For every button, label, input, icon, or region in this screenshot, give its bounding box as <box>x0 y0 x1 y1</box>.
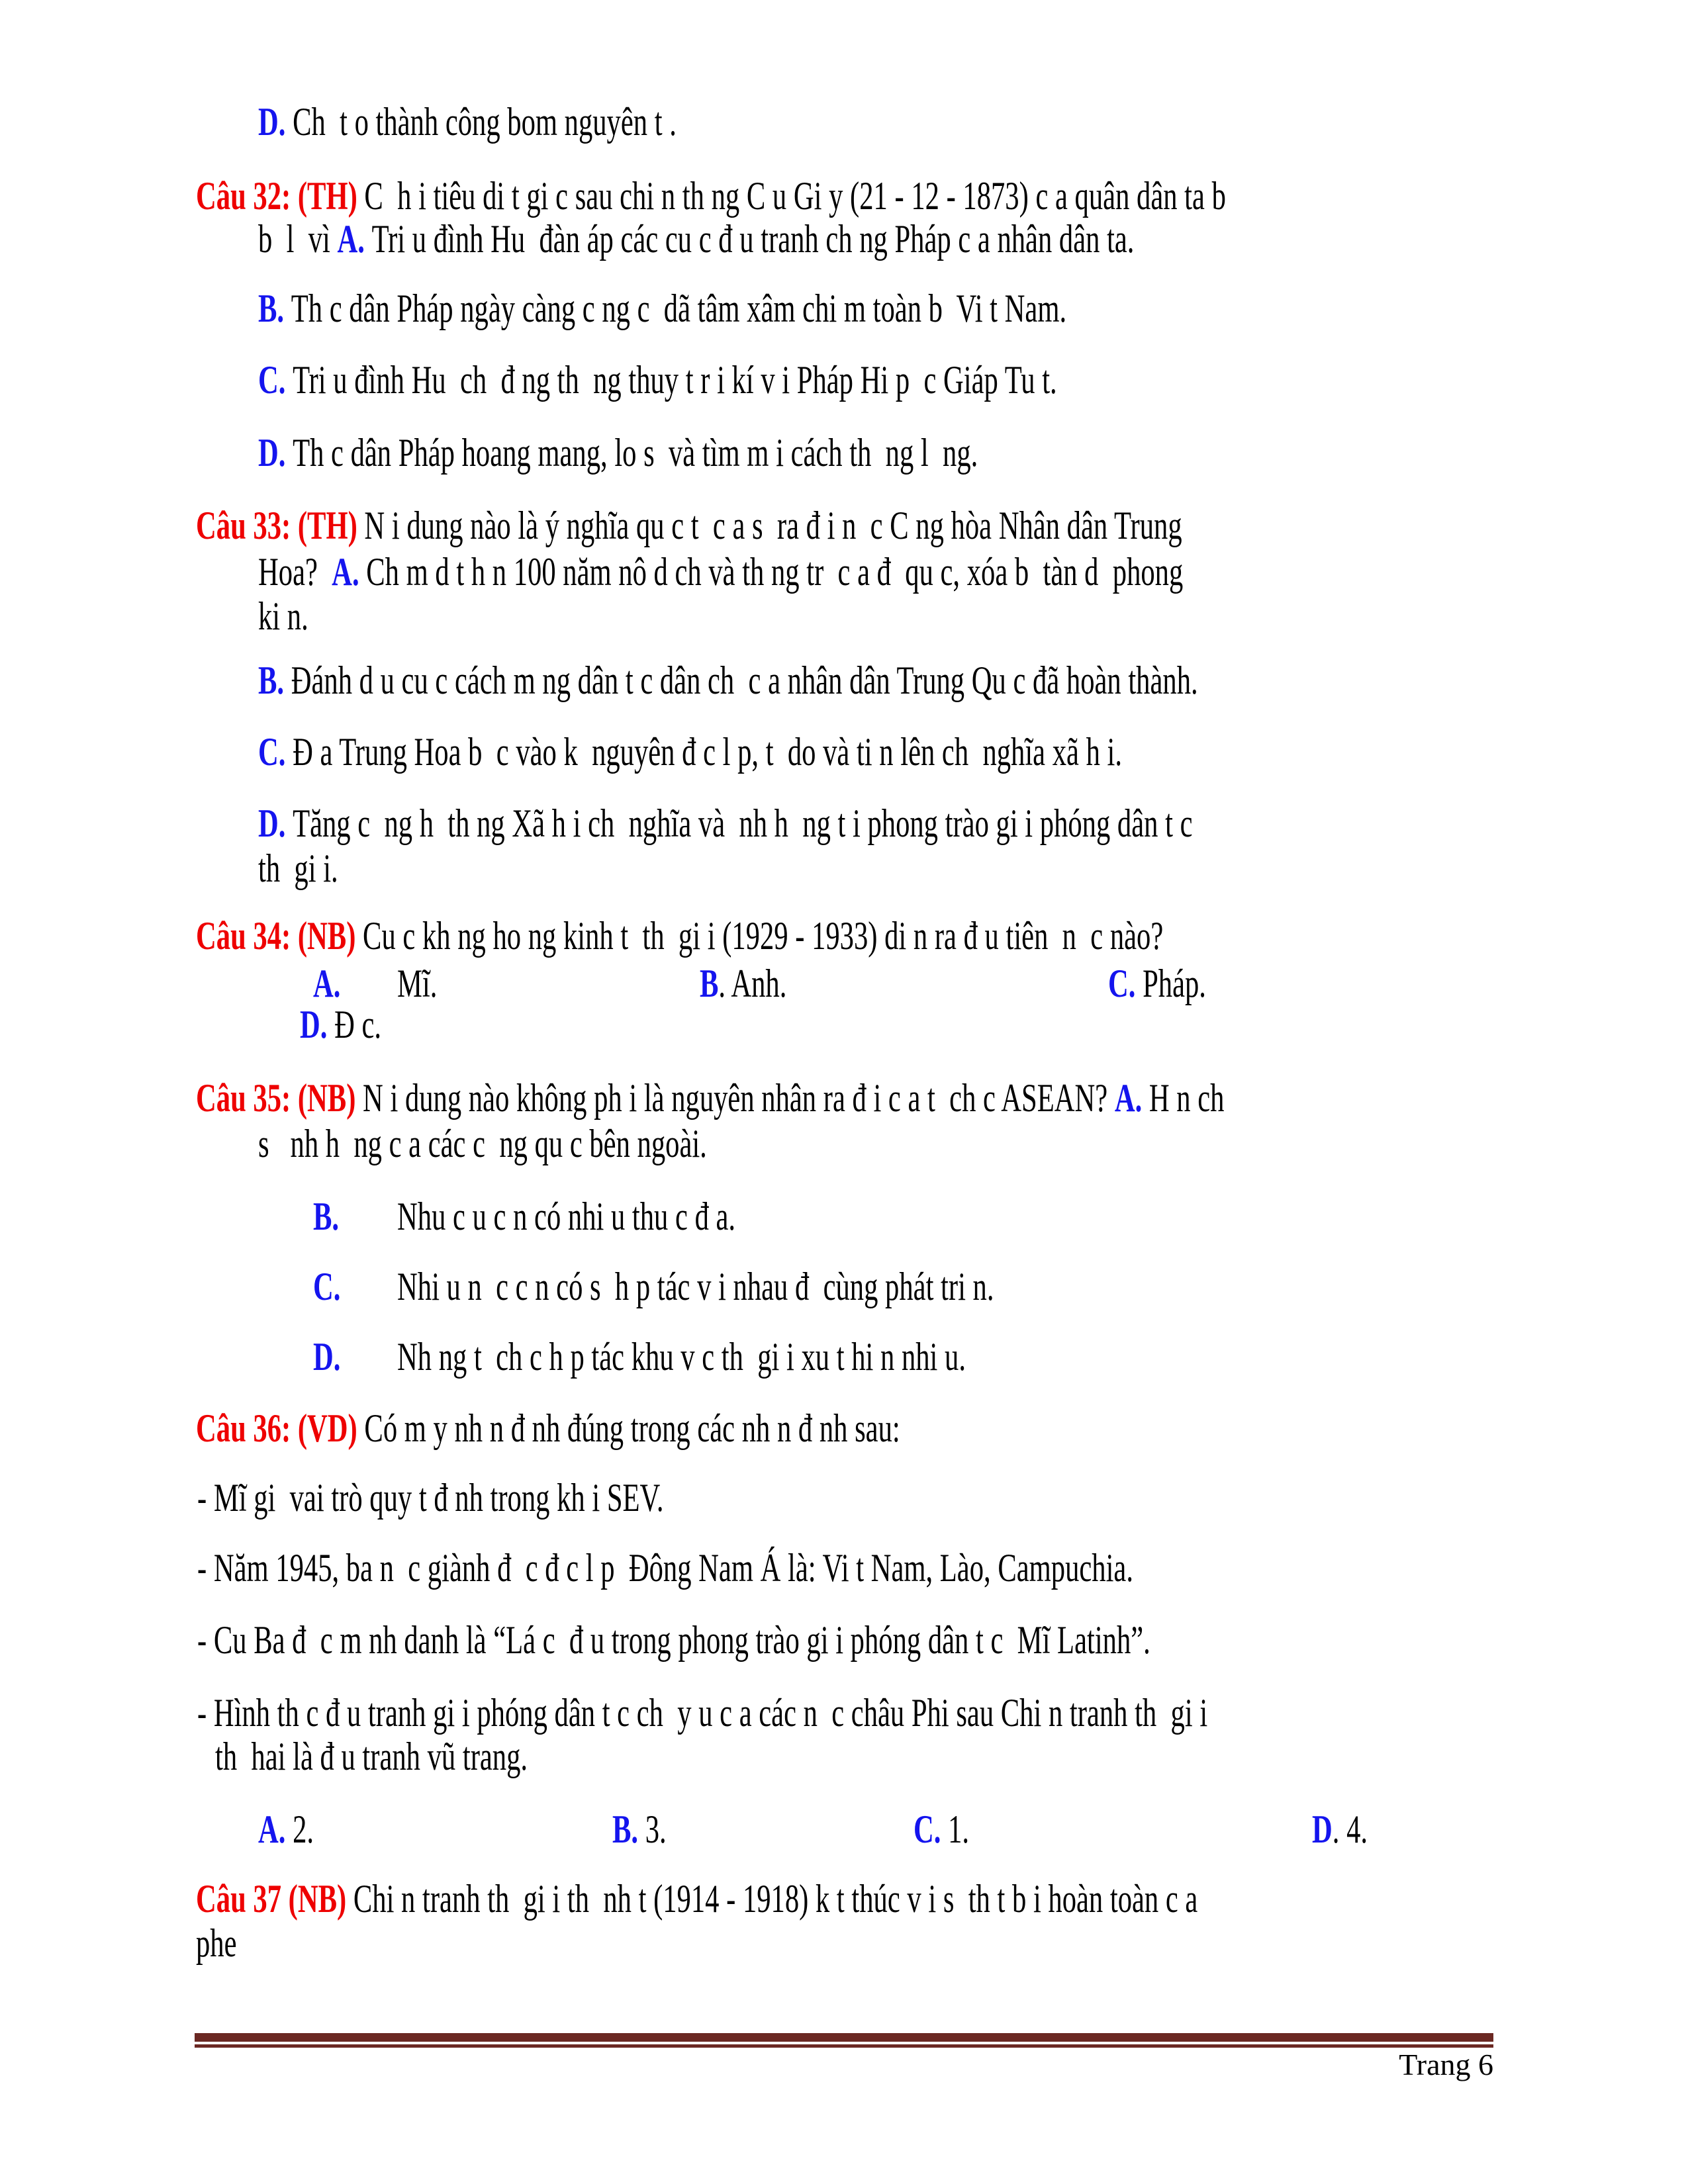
text-segment: 2. <box>293 1807 314 1851</box>
text-segment: - Năm 1945, ba n c giành đ c đ c l p Đông Nam Á là: Vi t Nam, Lào, Campuchia. <box>197 1546 1133 1590</box>
text-line <box>258 592 308 640</box>
option-letter: B. <box>313 1195 340 1238</box>
text-line <box>1312 1805 1368 1853</box>
option-letter: B <box>700 962 719 1005</box>
text-segment: . 4. <box>1332 1807 1368 1851</box>
text-line <box>197 1689 1207 1737</box>
text-line <box>914 1805 969 1853</box>
text-line <box>196 912 1163 960</box>
text-line <box>258 728 1122 776</box>
text-segment: Đ a Trung Hoa b c vào k nguyên đ c l p, t do và ti n lên ch nghĩa xã h i. <box>293 730 1123 774</box>
text-line <box>196 502 1182 549</box>
option-letter: A. <box>1114 1076 1149 1120</box>
text-line <box>258 844 338 892</box>
text-segment: - Mĩ gi vai trò quy t đ nh trong kh i SEV. <box>197 1476 664 1520</box>
text-segment: th hai là đ u tranh vũ trang. <box>215 1735 528 1778</box>
text-segment: Có m y nh n đ nh đúng trong các nh n đ nh sau: <box>364 1406 900 1450</box>
text-segment: phe <box>196 1921 237 1965</box>
footer-rule-thin <box>195 2044 1493 2048</box>
option-letter: D. <box>313 1335 341 1379</box>
text-line <box>258 1120 707 1167</box>
text-line <box>197 1474 663 1522</box>
text-segment: Ch t o thành công bom nguyên t . <box>293 100 677 144</box>
option-letter: D <box>1312 1807 1333 1851</box>
page-number: Trang 6 <box>1399 2048 1493 2081</box>
text-line <box>196 1404 900 1452</box>
text-segment: Tăng c ng h th ng Xã h i ch nghĩa và nh h ng t i phong trào gi i phóng dân t c <box>293 801 1193 845</box>
text-segment: s nh h ng c a các c ng qu c bên ngoài. <box>258 1122 707 1165</box>
text-segment: Ch m d t h n 100 năm nô d ch và th ng tr c a đ qu c, xóa b tàn d phong <box>366 550 1184 594</box>
text-segment: N i dung nào là ý nghĩa qu c t c a s ra đ i n c C ng hòa Nhân dân Trung <box>364 504 1182 547</box>
text-line <box>397 1193 735 1240</box>
text-line <box>258 799 1192 847</box>
text-line <box>300 1001 381 1048</box>
text-segment: C h i tiêu di t gi c sau chi n th ng C u Gi y (21 - 12 - 1873) c a quân dân ta b <box>364 174 1226 218</box>
footer-rule-thick <box>195 2033 1493 2042</box>
text-line <box>258 429 978 477</box>
text-line <box>215 1733 528 1780</box>
text-line <box>258 548 1183 596</box>
text-line <box>196 1875 1197 1923</box>
text-segment: Nhu c u c n có nhi u thu c đ a. <box>397 1195 736 1238</box>
option-letter: D. <box>258 801 293 845</box>
question-label: Câu 33: (TH) <box>196 504 365 547</box>
option-letter: D. <box>300 1003 335 1046</box>
text-line <box>258 356 1057 404</box>
text-segment: Th c dân Pháp ngày càng c ng c dã tâm xâm chi m toàn b Vi t Nam. <box>291 287 1067 330</box>
text-line <box>197 1544 1133 1592</box>
text-segment: Nh ng t ch c h p tác khu v c th gi i xu t hi n nhi u. <box>397 1335 966 1379</box>
question-label: Câu 34: (NB) <box>196 914 363 958</box>
text-line <box>196 1074 1224 1122</box>
text-segment: H n ch <box>1149 1076 1225 1120</box>
option-letter: B. <box>258 287 291 330</box>
text-segment: Chi n tranh th gi i th nh t (1914 - 1918) k t thúc v i s th t b i hoàn toàn c a <box>353 1877 1198 1921</box>
text-segment: . Anh. <box>718 962 787 1005</box>
text-segment: th gi i. <box>258 846 338 890</box>
text-line <box>313 1333 340 1381</box>
question-label: Câu 35: (NB) <box>196 1076 363 1120</box>
text-line <box>1108 960 1206 1007</box>
option-letter: C. <box>258 358 293 402</box>
option-letter: D. <box>258 100 293 144</box>
text-segment: Tri u đình Hu ch đ ng th ng thuy t r i kí v i Pháp Hi p c Giáp Tu t. <box>293 358 1057 402</box>
text-line <box>196 1919 237 1967</box>
option-letter: C. <box>914 1807 949 1851</box>
text-segment: ki n. <box>258 594 308 638</box>
text-line <box>397 1333 966 1381</box>
option-letter: C. <box>1108 962 1143 1005</box>
text-segment: Cu c kh ng ho ng kinh t th gi i (1929 - 1933) di n ra đ u tiên n c nào? <box>363 914 1164 958</box>
text-segment: - Hình th c đ u tranh gi i phóng dân t c ch y u c a các n c châu Phi sau Chi n tranh th gi i <box>197 1691 1208 1735</box>
text-segment: Mĩ. <box>397 962 438 1005</box>
text-line <box>258 1805 314 1853</box>
text-segment: N i dung nào không ph i là nguyên nhân ra đ i c a t ch c ASEAN? <box>363 1076 1115 1120</box>
text-segment: Đánh d u cu c cách m ng dân t c dân ch c a nhân dân Trung Qu c đã hoàn thành. <box>291 659 1198 702</box>
option-letter: C. <box>313 1265 341 1308</box>
text-segment: Nhi u n c c n có s h p tác v i nhau đ cùng phát tri n. <box>397 1265 994 1308</box>
question-label: Câu 37 (NB) <box>196 1877 353 1921</box>
text-line <box>258 98 677 146</box>
text-segment: - Cu Ba đ c m nh danh là “Lá c đ u trong phong trào gi i phóng dân t c Mĩ Latinh”. <box>197 1618 1150 1662</box>
text-line <box>258 657 1198 704</box>
text-line <box>397 1263 994 1310</box>
text-line <box>258 285 1066 332</box>
option-letter: B. <box>258 659 291 702</box>
text-line <box>313 1193 339 1240</box>
text-segment: Hoa? <box>258 550 332 594</box>
text-segment: Pháp. <box>1143 962 1206 1005</box>
option-letter: A. <box>337 217 372 261</box>
text-line <box>258 215 1134 263</box>
text-line <box>612 1805 667 1853</box>
option-letter: A. <box>313 962 341 1005</box>
text-line <box>397 960 437 1007</box>
text-line <box>197 1616 1150 1664</box>
text-line <box>700 960 786 1007</box>
option-letter: A. <box>332 550 367 594</box>
text-segment: 3. <box>645 1807 667 1851</box>
text-segment: 1. <box>948 1807 970 1851</box>
option-letter: A. <box>258 1807 293 1851</box>
text-segment: b l vì <box>258 217 338 261</box>
question-label: Câu 36: (VD) <box>196 1406 365 1450</box>
text-segment: Th c dân Pháp hoang mang, lo s và tìm m i cách th ng l ng. <box>293 431 978 475</box>
text-line <box>313 1263 340 1310</box>
option-letter: B. <box>612 1807 645 1851</box>
option-letter: D. <box>258 431 293 475</box>
option-letter: C. <box>258 730 293 774</box>
text-line <box>196 172 1226 220</box>
text-segment: Đ c. <box>334 1003 382 1046</box>
question-label: Câu 32: (TH) <box>196 174 365 218</box>
text-segment: Tri u đình Hu đàn áp các cu c đ u tranh ch ng Pháp c a nhân dân ta. <box>371 217 1135 261</box>
